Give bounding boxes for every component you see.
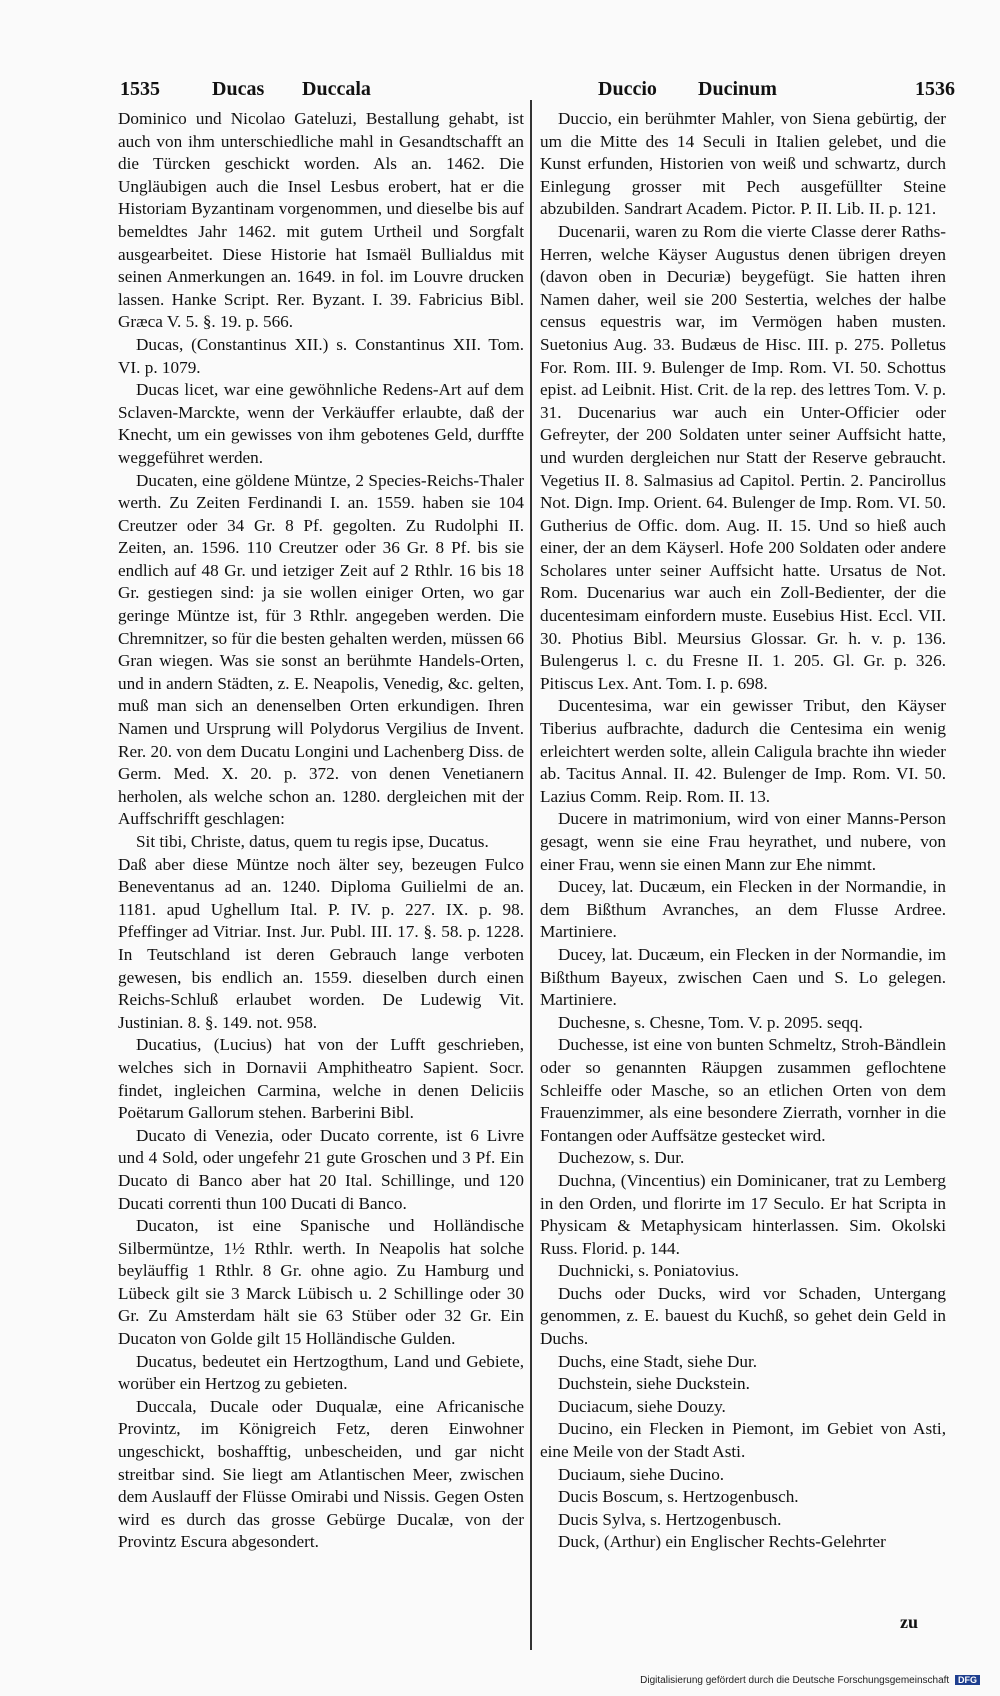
column-number-right: 1536 [915,78,955,100]
entry-paragraph: Ducere in matrimonium, wird von einer Manns-Person gesagt, wenn sie eine Frau heyrathet, und nubere, von einer Frau, wenn sie einen Mann zur Ehe nimmt. [540,809,946,874]
entry-paragraph: Ducaton, ist eine Spanische und Holländische Silbermüntze, 1½ Rthlr. werth. In Neapolis hat solche beyläuffig 1 Rthlr. 8 Gr. ohne agio. Zu Hamburg und Lübeck gilt sie 3 Marck Lübisch u. 2 Schillinge oder 30 Gr. Zu Amsterdam hält sie 63 Stüber oder 32 Gr. Ein Ducaton von Golde gilt 15 Holländische Gulden. [118,1216,524,1349]
entry-paragraph: Duciacum, siehe Douzy. [558,1396,726,1416]
entry-paragraph: Duchna, (Vincentius) ein Dominicaner, trat zu Lemberg in den Orden, und florirte im 17 Seculo. Er hat Scripta in Physicam & Metaphysicam hinterlassen. Sim. Okolski Russ. Florid. p. 144. [540,1170,946,1258]
entry-paragraph: Ducaten, eine göldene Müntze, 2 Species-Reichs-Thaler werth. Zu Zeiten Ferdinandi I. an. 1559. haben sie 104 Creutzer oder 34 Gr. 8 Pf. gegolten. Zu Rudolphi II. Zeiten, an. 1596. 110 Creutzer oder 36 Gr. 8 Pf. bis sie endlich auf 48 Gr. und ietziger Zeit auf 2 Rthlr. 16 bis 18 Gr. gestiegen sind: ja sie wollen einiger Orten, wo gar geringe Müntze ist, für 3 Rthlr. angegeben werden. Die Chremnitzer, so für die besten gehalten werden, müssen 66 Gran wiegen. Was sie sonst an berühmte Handels-Orten, und in andern Städten, z. E. Neapolis, Venedig, &c. gelten, muß man sich an denenselben Orten erkundigen. Ihren Namen und Ursprung will Polydorus Vergilius de Invent. Rer. 20. von dem Ducatu Longini und Lachenberg Diss. de Germ. Med. X. 20. p. 372. von denen Venetianern herholen, als welche schon an. 1280. dergleichen mit der Auffschrifft geschlagen: [118,470,524,829]
entry-paragraph: Dominico und Nicolao Gateluzi, Bestallung gehabt, ist auch von ihm unterschiedliche mahl in Gesandtschafft an die Türcken geschickt worden. Als an. 1462. Die Ungläubigen auch die Insel Lesbus erobert, hat er die Historiam Byzantinam vorgenommen, und dieselbe bis auf bemeldtes Jahr 1462. mit gutem Urtheil und Sorgfalt ausgearbeitet. Diese Historie hat Ismaël Bullialdus mit seinen Anmerkungen an. 1649. in fol. im Louvre drucken lassen. Hanke Script. Rer. Byzant. I. 39. Fabricius Bibl. Græca V. 5. §. 19. p. 566. [118,109,524,332]
header-keyword-3: Duccio [598,78,657,100]
entry-paragraph: Duchs oder Ducks, wird vor Schaden, Untergang genommen, z. E. bauest du Kuchß, so gehet dein Geld in Duchs. [540,1283,946,1349]
entry-paragraph: Duchesse, ist eine von bunten Schmeltz, Stroh-Bändlein oder so genannten Räupgen zusammen geflochtene Schleiffe oder Masche, so an etlichen Orten von dem Frauenzimmer, als eine besondere Zierrath, vornher in die Fontangen oder Auffsätze gestecket wird. [540,1035,946,1145]
right-column [540,108,946,1648]
entry-paragraph: Duchezow, s. Dur. [558,1148,685,1168]
entry-paragraph: Duciaum, siehe Ducino. [558,1464,725,1484]
catchword: zu [900,1612,918,1632]
entry-paragraph: Duchesne, s. Chesne, Tom. V. p. 2095. seqq. [558,1012,863,1032]
entry-paragraph: Duck, (Arthur) ein Englischer Rechts-Gelehrter [558,1532,886,1552]
left-column [118,108,524,1648]
entry-paragraph: Ducis Boscum, s. Hertzogenbusch. [558,1487,799,1507]
credit-text: Digitalisierung gefördert durch die Deutsche Forschungsgemeinschaft [640,1675,950,1686]
entry-paragraph: Daß aber diese Müntze noch älter sey, bezeugen Fulco Beneventanus ad an. 1240. Diploma Guilielmi de an. 1181. apud Ughellum Ital. P. IV. p. 227. IX. p. 98. Pfeffinger ad Vitriar. Inst. Jur. Publ. III. 17. §. 58. p. 1228. In Teutschland ist deren Gebrauch lange verboten gewesen, bis endlich an. 1559. dieselben durch einen Reichs-Schluß erlaubet worden. De Ludewig Vit. Justinian. 8. §. 149. not. 958. [118,854,524,1032]
entry-paragraph: Ducey, lat. Ducæum, ein Flecken in der Normandie, in dem Bißthum Avranches, an dem Flusse Ardree. Martiniere. [540,877,946,942]
dfg-logo: DFG [955,1675,980,1685]
entry-paragraph: Ducatus, bedeutet ein Hertzogthum, Land und Gebiete, worüber ein Hertzog zu gebieten. [118,1351,524,1394]
column-divider [530,100,532,1650]
entry-paragraph: Ducas, (Constantinus XII.) s. Constantinus XII. Tom. VI. p. 1079. [118,334,524,377]
entry-paragraph: Ducey, lat. Ducæum, ein Flecken in der Normandie, im Bißthum Bayeux, zwischen Caen und S. Lo gelegen. Martiniere. [540,944,946,1010]
entry-paragraph: Ducatius, (Lucius) hat von der Lufft geschrieben, welches sich in Dornavii Amphitheatro Sapient. Socr. findet, ingleichen Carmina, welche in denen Deliciis Poëtarum Gallorum stehen. Barberini Bibl. [118,1035,524,1123]
entry-paragraph: Ducis Sylva, s. Hertzogenbusch. [558,1509,782,1529]
entry-paragraph: Duchs, eine Stadt, siehe Dur. [558,1351,758,1371]
entry-paragraph: Duccio, ein berühmter Mahler, von Siena gebürtig, der um die Mitte des 14 Seculi in Italien gelebet, und die Kunst erfunden, Historien von weiß und schwartz, durch Einlegung grosser mit Pech ausgefüllter Steine abzubilden. Sandrart Academ. Pictor. P. II. Lib. II. p. 121. [540,109,946,219]
entry-paragraph: Ducino, ein Flecken in Piemont, im Gebiet von Asti, eine Meile von der Stadt Asti. [540,1419,946,1462]
entry-paragraph: Ducentesima, war ein gewisser Tribut, den Käyser Tiberius aufbrachte, dadurch die Centesima ein wenig erleichtert werden solte, allein Caligula brachte ihn wieder ab. Tacitus Annal. II. 42. Bulenger de Imp. Rom. VI. 50. Lazius Comm. Reip. Rom. II. 13. [540,696,946,806]
digitization-credit [640,1675,980,1686]
entry-paragraph: Duccala, Ducale oder Duqualæ, eine Africanische Provintz, im Königreich Fetz, deren Einwohner ungeschickt, boshafftig, unbescheiden, und gar nicht streitbar sind. Sie liegt am Atlantischen Meer, zwischen dem Auslauff der Flüsse Omirabi und Nissis. Gegen Osten wird es durch das grosse Gebürge Ducalæ, von der Provintz Escura abgesondert. [118,1396,524,1552]
entry-paragraph: Ducenarii, waren zu Rom die vierte Classe derer Raths-Herren, welche Käyser Augustus denen übrigen dreyen (davon oben in Decuriæ) beygefügt. Sie hatten ihren Namen daher, weil sie 200 Sestertia, welches der halbe census equestris war, im Vermögen haben musten. Suetonius Aug. 33. Budæus de Hisc. III. p. 275. Polletus For. Rom. III. 9. Bulenger de Imp. Rom. VI. 50. Schottus epist. ad Leibnit. Hist. Crit. de la rep. des lettres Tom. V. p. 31. Ducenarius war auch ein Unter-Officier oder Gefreyter, der 200 Soldaten unter seiner Auffsicht hatte, und wurden dergleichen nur Statt der Reserve gebraucht. Vegetius II. 8. Salmasius ad Capitol. Pertin. 2. Pancirollus Not. Dign. Imp. Orient. 64. Bulenger de Imp. Rom. VI. 50. Gutherius de Offic. dom. Aug. II. 15. Und so hieß auch einer, der an dem Käyserl. Hofe 200 Soldaten oder andere Scholares unter seiner Auffsicht hatte. Ursatus de Not. Rom. Ducenarius war auch ein Zoll-Bedienter, der die ducentesimam einfordern muste. Eusebius Hist. Eccl. VII. 30. Photius Bibl. Meursius Glossar. Gr. h. v. p. 136. Bulengerus l. c. du Fresne II. 1. 205. Gl. Gr. p. 326. Pitiscus Lex. Ant. Tom. I. p. 698. [540,221,946,693]
entry-verse: Sit tibi, Christe, datus, quem tu regis ipse, Ducatus. [136,832,489,851]
header-keyword-4: Ducinum [698,78,777,100]
header-keyword-1: Ducas [212,78,265,100]
entry-paragraph: Duchstein, siehe Duckstein. [558,1374,750,1394]
running-header [120,78,970,108]
entry-paragraph: Duchnicki, s. Poniatovius. [558,1261,739,1281]
column-number-left: 1535 [120,78,160,100]
entry-paragraph: Ducas licet, war eine gewöhnliche Redens-Art auf dem Sclaven-Marckte, wenn der Verkäuffer erlaubte, daß der Knecht, um ein gewisses von ihm gebotenes Geld, durffte weggeführet werden. [118,380,524,467]
entry-paragraph: Ducato di Venezia, oder Ducato corrente, ist 6 Livre und 4 Sold, oder ungefehr 21 gute Groschen und 3 Pf. Ein Ducato di Banco aber hat 20 Ital. Schillinge, und 120 Ducati correnti thun 100 Ducati di Banco. [118,1125,524,1213]
header-keyword-2: Duccala [302,78,371,100]
